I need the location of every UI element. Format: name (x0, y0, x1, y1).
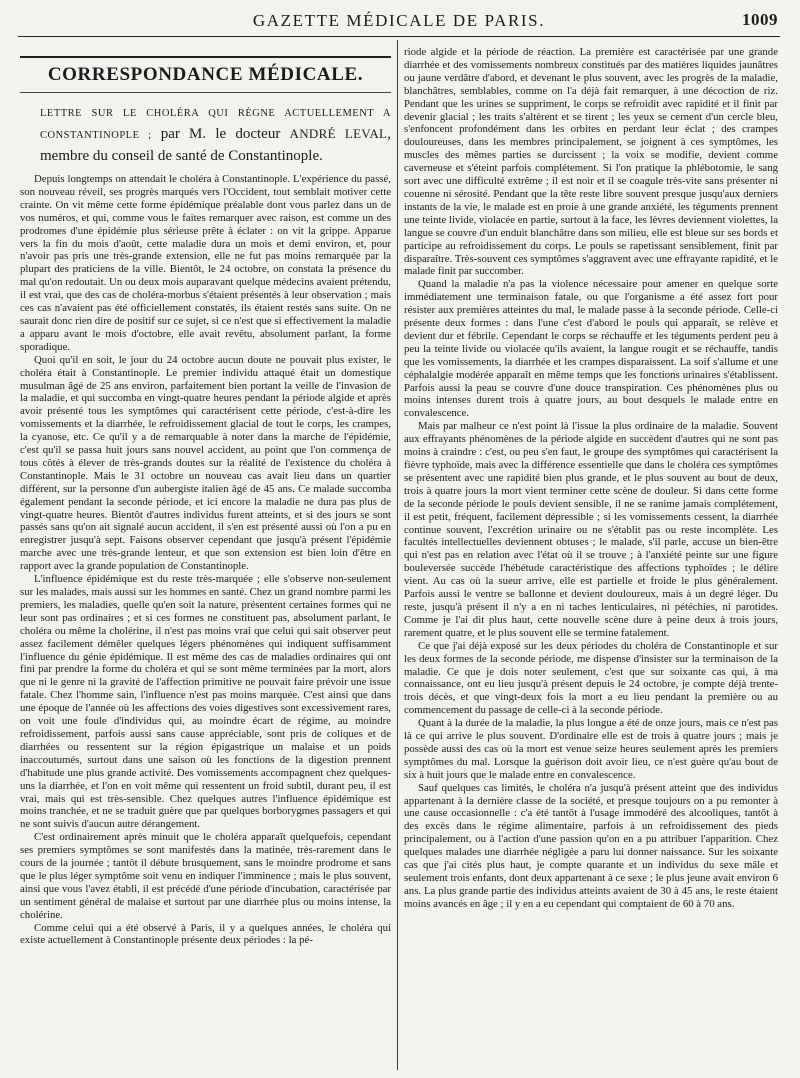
body-paragraph: Quoi qu'il en soit, le jour du 24 octobre aucun doute ne pouvait plus exister, le choléra était à Constantinople. Le premier individu attaqué était un domestique musulman âgé de 25 ans environ, parfaitement bien portant la veille de l'invasion de la maladie, et qui succomba en vingt-quatre heures pendant la période algide et après avoir présenté tous les symptômes qui caractérisent cette période, c'est-à-dire les vomissements et la diarrhée, le refroidissement glacial de tout le corps, les crampes, la cyanose, etc. Ce qu'il y a de remarquable à noter dans la marche de l'épidémie, c'est qu'il se passa huit jours sans nouvel accident, au point que l'on commença de tous côtés à élever de très-grands doutes sur la réalité de l'existence du choléra à Constantinople. Mais le 31 octobre un nouveau cas avait lieu dans un quartier différent, sur la personne d'un aubergiste italien âgé de 45 ans. Ce malade succomba également pendant la seconde période, et ici encore la maladie ne dura pas plus de vingt-quatre heures. Bientôt d'autres individus furent atteints, et si des jours se sont passés sans qu'on ait signalé aucun accident, il s'en est présenté aussi où l'on a pu en enregistrer jusqu'à sept. Faisons observer cependant que jusqu'à présent l'épidémie marche avec une très-grande lenteur, et que son extension est bien loin d'être en rapport avec la grande population de Constantinople. (20, 353, 391, 573)
body-paragraph: Quant à la durée de la maladie, la plus longue a été de onze jours, mais ce n'est pas là ce qui arrive le plus souvent. D'ordinaire elle est de trois à quatre jours ; mais je possède aussi des cas où la mort est venue seize heures seulement après les premiers symptômes du mal. Lorsque la guérison doit avoir lieu, ce n'est guère qu'au bout de six à huit jours que le malade entre en convalescence. (404, 717, 778, 781)
subtitle-caps: LETTRE SUR LE CHOLÉRA QUI RÈGNE ACTUELLEMENT A CONSTANTINOPLE ; (40, 108, 391, 141)
body-paragraph-continued: riode algide et la période de réaction. La première est caractérisée par une grande diarrhée et des vomissements nombreux constitués par des matières liquides jaunâtres ou jaune verdâtre d'abord, et devenant le plus souvent, avec les progrès de la maladie, blanchâtres, semblables, comme on l'a déjà fait remarquer, à une décoction de riz. Pendant que les urines se suppriment, le corps se refroidit avec rapidité et il finit par devenir glacial ; les traits s'altèrent et se tirent ; les yeux se cernent d'un cercle bleu, s'enfoncent profondément dans les orbites en perdant leur éclat ; des crampes douloureuses, dans les membres principalement, se joignent à ces symptômes, les muscles des mêmes parties se durcissent ; la voix se modifie, devient comme caverneuse et s'éteint parfois complétement. Si l'on pratique la phlébotomie, le sang sort avec une difficulté extrême ; il est noir et il se coagule très-vite sans présenter ni couenne ni sérosité. Pendant que la tête reste libre souvent presque jusqu'aux derniers instants de la vie, le malade est en proie à une grande anxiété, les téguments prennent une teinte livide, violacée en partie, surtout à la face, les lèvres deviennent violettes, la langue se couvre d'un enduit blanchâtre dans son milieu, elle est bleue sur ses bords et participe au refroidissement du corps. Le pouls se rapetissant sensiblement, finit par disparaître. Très-souvent ces symptômes s'aggravent avec une effrayante rapidité, et le malade finit par succomber. (404, 46, 778, 278)
body-paragraph: C'est ordinairement après minuit que le choléra apparaît quelquefois, cependant ses premiers symptômes se sont manifestés dans la matinée, très-rarement dans le cours de la journée ; tantôt il débute brusquement, sans le moindre prodrome et sans que le plus léger symptôme soit venu en indiquer l'imminence ; mais le plus souvent, ainsi que vous l'avez établi, il est précédé d'une période d'incubation, caractérisée par un sentiment général de malaise et surtout par une diarrhée plus ou moins intense, la cholérine. (20, 831, 391, 921)
column-left (20, 50, 391, 947)
article-subtitle (20, 102, 391, 166)
article-body-right (404, 46, 778, 911)
body-paragraph: Mais par malheur ce n'est point là l'issue la plus ordinaire de la maladie. Souvent aux effrayants phénomènes de la période algide en succèdent d'autres qui ne sont pas moins à craindre : c'est, ou peu s'en faut, le groupe des symptômes qui caractérisent la fièvre typhoïde, mais avec la différence essentielle que dans le choléra ces symptômes se présentent avec une rapidité bien plus grande, et le plus souvent au bout de deux, trois à quatre jours la mort vient terminer cette scène de douleur. Si dans cette forme de la seconde période le pouls devient sensible, il ne se ranime jamais complétement, il est petit, fréquent, facilement dépressible ; si les vomissements cessent, la diarrhée continue souvent, l'excrétion urinaire ou ne s'établit pas ou reste incomplète. Les facultés intellectuelles deviennent obtuses ; le malade, s'il parle, accuse un bien-être qui n'est pas en relation avec l'état où il se trouve ; à l'anxiété peinte sur une figure bouleversée succède l'hébétude caractéristique des affections typhoïdes ; le délire vient. Au cas où la sueur arrive, elle est partielle et froide le plus généralement. Parfois aussi le ventre se ballonne et devient douloureux, mais à un degré léger. Du reste, jusqu'à présent il n'y a en ni taches lenticulaires, ni pétéchies, ni parotides. Comme je l'ai dit plus haut, cette nouvelle scène dure à peine deux à trois jours, rarement quatre, et le plus souvent elle se termine fatalement. (404, 420, 778, 639)
page-header (18, 6, 780, 37)
body-paragraph: Sauf quelques cas limités, le choléra n'a jusqu'à présent atteint que des individus appartenant à la dernière classe de la société, et presque toujours on a pu remonter à une cause occasionnelle : c'a été tantôt à l'usage immodéré des alcooliques, tantôt à des excès dans le régime alimentaire, parfois à un refroidissement des pieds principalement, ou à l'action d'une passion qu'on en a pu attribuer l'apparition. Chez quelques malades une diarrhée négligée a paru lui donner naissance. Sur les soixante cas que j'ai cités plus haut, je compte quarante et un individus du sexe mâle et seulement trois enfants, dont deux appartenant à ce sexe ; le plus jeune avait environ 6 ans. La plus grande partie des individus atteints avaient de 30 à 45 ans, le reste étaient moins avancés en âge ; il y en a eu cependant qui comptaient de 60 à 70 ans. (404, 781, 778, 910)
section-title: CORRESPONDANCE MÉDICALE. (20, 56, 391, 93)
subtitle-byline: par M. le docteur (160, 126, 281, 142)
article-body-left (20, 173, 391, 947)
body-paragraph: Comme celui qui a été observé à Paris, il y a quelques années, le choléra qui existe actuellement à Constantinople présente deux périodes : la pé- (20, 921, 391, 947)
body-paragraph: Depuis longtemps on attendait le choléra à Constantinople. L'expérience du passé, son nouveau réveil, ses progrès marqués vers l'Occident, tout semblait motiver cette crainte. On vit même cette forme épidémique préalable dont vous parlez dans un de vos numéros, et qui, comme vous le faites remarquer avec raison, est comme un des prodromes d'une épidémie plus sérieuse prête à éclater : on vit la grippe. Apparue vers la fin du mois d'août, cette maladie dura un mois et demi environ, et, pour n'avoir pas pris une très-grande extension, elle ne fut pas moins remarquée par la plupart des praticiens de la ville. Bientôt, le 24 octobre, on constata la présence du mal qu'on redoutait. Un ou deux mois auparavant quelque médecins avaient prétendu, il est vrai, que des cas de choléra-morbus s'étaient présentés à leur observation ; mais ces cas n'avaient pas été officiellement constatés, ils étaient restés sans suite. On ne saurait donc rien dire de positif sur ce sujet, si ce n'est que si effectivement la maladie a apparu avant le mois d'octobre, elle avait revêtu, absolument parlant, la forme sporadique. (20, 173, 391, 353)
column-right (404, 46, 778, 911)
body-paragraph: Ce que j'ai déjà exposé sur les deux périodes du choléra de Constantinople et sur les deux formes de la seconde période, me dispense d'insister sur la terminaison de la maladie. Ce que je dois noter seulement, c'est que sur soixante cas qui, à ma connaissance, ont eu lieu jusqu'à présent depuis le 24 octobre, je compte déjà trente-trois décès, et que vingt-deux fois la mort a eu lieu pendant la première ou au commencement du passage de celle-ci à la seconde période. (404, 639, 778, 717)
page-number: 1009 (742, 10, 778, 29)
subtitle-affiliation: , membre du conseil de santé de Constantinople. (40, 126, 391, 164)
author-name: ANDRÉ LEVAL (289, 126, 388, 141)
journal-title: GAZETTE MÉDICALE DE PARIS. (252, 11, 546, 30)
body-paragraph: L'influence épidémique est du reste très-marquée ; elle s'observe non-seulement sur les malades, mais aussi sur les hommes en santé. Chez un grand nombre parmi les premiers, les maladies, quelle qu'en soit la nature, présentent certaines formes qui ne leur sont pas ordinaires ; et si ces formes ne constituent pas, absolument parlant, le choléra ou même la cholérine, il n'est pas moins vrai que celui qui sait observer peut assez facilement démêler quelques légers phénomènes qui indiquent suffisamment l'influence du génie épidémique. Il est même des cas de maladies ordinaires qui ont fini par prendre la forme du choléra et qui se sont même terminées par la mort, alors que ni le genre ni la gravité de l'affection primitive ne pouvait faire prévoir une issue fatale. Chez l'homme sain, l'influence n'est pas moins marquée. C'est ainsi que dans une époque de l'année où les affections des voies digestives sont excessivement rares, on voit une foule d'individus qui, au moindre écart de régime, au moindre refroidissement, parfois aussi sans cause appréciable, sont pris de coliques et de diarrhées ou ressentent sur la région épigastrique un malaise et un poids inaccoutumés, surtout dans une saison où les fonctions de la digestion prennent d'habitude une plus grande activité. Des vomissements accompagnent chez quelques-uns la diarrhée, et l'on en voit même qui ressentent un froid subtil, durant peu, il est vrai, mais qui est très-sensible. Chez quelques autres l'influence épidémique est moins tranchée, et ne se traduit guère que par quelques borborygmes passagers et qui ne sont suivis d'aucun autre dérangement. (20, 573, 391, 831)
body-paragraph: Quand la maladie n'a pas la violence nécessaire pour amener en quelque sorte immédiatement une terminaison fatale, ou que l'organisme a été assez fort pour résister aux premières atteintes du mal, le malade passe à la seconde période. Celle-ci présente deux formes : dans l'une c'est d'abord le pouls qui apparaît, se relève et devient dur et fébrile. Cependant le corps se réchauffe et les téguments perdent peu à peu la teinte livide ou violacée qu'ils avaient, la langue rougit et se réchauffe, tandis que les vomissements, la diarrhée et les crampes disparaissent. La soif s'allume et une céphalalgie modérée apparaît en même temps que les fonctions urinaires s'établissent. Parfois aussi la peau se couvre d'une douce transpiration. Ces phénomènes plus ou moins intenses durent trois à quatre jours, au bout desquels le malade entre en convalescence. (404, 278, 778, 420)
column-divider (397, 40, 398, 1070)
